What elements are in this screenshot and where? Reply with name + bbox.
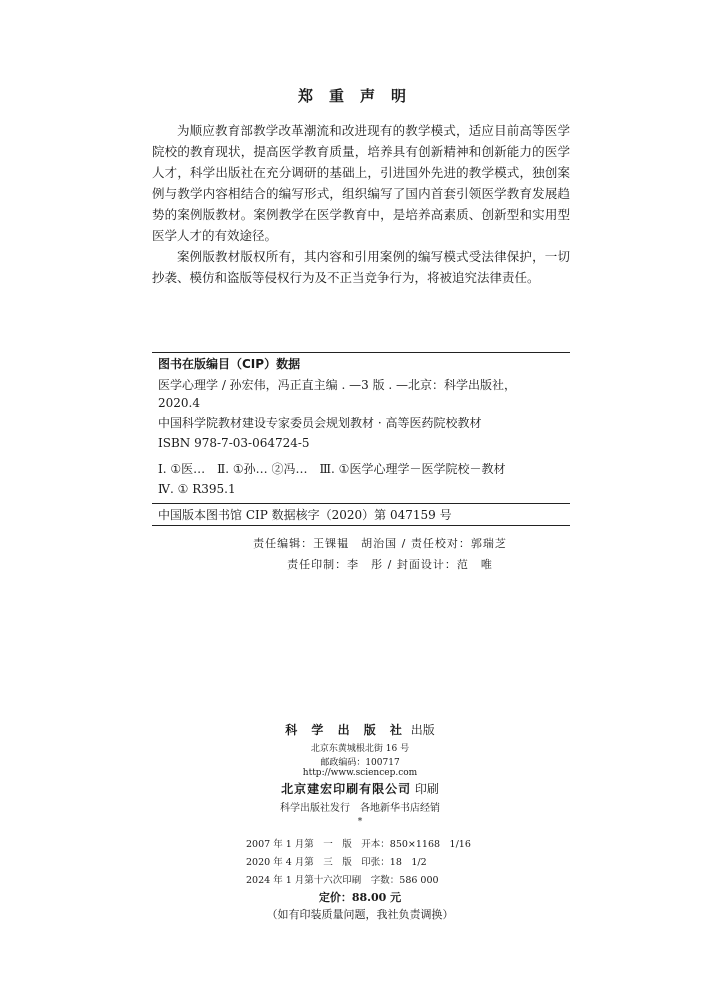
- cip-line-6: Ⅳ. ① R395.1: [158, 482, 236, 496]
- statement-paragraph-1: [152, 120, 570, 246]
- edition-spec-line-2: 2020 年 4 月第 三 版 印张：18 1/2: [246, 857, 427, 868]
- cip-bottom-rule: [152, 525, 570, 526]
- statement-paragraph-2-text: 案例版教材版权所有，其内容和引用案例的编写模式受法律保护，一切抄袭、模仿和盗版等侵权行为及不正当竞争行为，将被追究法律责任。: [152, 249, 570, 285]
- credits-line-2: 责任印制：李 彤 / 封面设计：范 唯: [287, 558, 493, 571]
- printer: [0, 780, 720, 797]
- cip-line-1: 医学心理学 / 孙宏伟，冯正直主编 . —3 版 . —北京：科学出版社，: [158, 378, 517, 392]
- distributor: 科学出版社发行 各地新华书店经销: [280, 803, 440, 814]
- quality-note: （如有印装质量问题，我社负责调换）: [266, 908, 454, 921]
- publisher-postcode: 邮政编码：100717: [320, 758, 400, 768]
- cip-title: 图书在版编目（CIP）数据: [158, 357, 301, 371]
- statement-paragraph-1-text: 为顺应教育部教学改革潮流和改进现有的教学模式，适应目前高等医学院校的教育现状，提高医学教育质量，培养具有创新精神和创新能力的医学人才，科学出版社在充分调研的基础上，引进国外先进的教学模式，独创案例与教学内容相结合的编写形式，组织编写了国内首套引领医学教育发展趋势的案例版教材。案例教学在医学教育中，是培养高素质、创新型和实用型医学人才的有效途径。: [152, 123, 570, 243]
- separator-star: *: [357, 817, 363, 827]
- cip-top-rule: [152, 352, 570, 353]
- printer-name: 北京建宏印刷有限公司: [281, 782, 412, 796]
- publisher-url: http://www.sciencep.com: [302, 768, 418, 778]
- credits-line-1: 责任编辑：王锞韫 胡治国 / 责任校对：郭瑞芝: [253, 537, 507, 550]
- edition-spec-line-3: 2024 年 1 月第十六次印刷 字数：586 000: [246, 875, 439, 886]
- cip-line-3: 中国科学院教材建设专家委员会规划教材 · 高等医药院校教材: [158, 416, 482, 430]
- statement-title: 郑重声明: [297, 87, 422, 105]
- cip-footer: 中国版本图书馆 CIP 数据核字（2020）第 047159 号: [158, 508, 452, 522]
- cip-line-5: Ⅰ. ①医… Ⅱ. ①孙… ②冯… Ⅲ. ①医学心理学－医学院校－教材: [158, 462, 506, 476]
- publisher-name: [0, 721, 720, 738]
- edition-spec-line-1: 2007 年 1 月第 一 版 开本：850×1168 1/16: [246, 839, 471, 850]
- publisher-address: 北京东黄城根北街 16 号: [310, 744, 410, 754]
- cip-middle-rule: [152, 503, 570, 504]
- price: 定价：88.00 元: [318, 891, 402, 904]
- statement-paragraph-2: [152, 246, 570, 288]
- cip-isbn: ISBN 978-7-03-064724-5: [158, 436, 310, 450]
- publisher-name-text: 科 学 出 版 社: [285, 723, 407, 737]
- publisher-name-suffix: 出版: [410, 723, 435, 737]
- printer-suffix: 印刷: [414, 782, 439, 796]
- cip-line-2: 2020.4: [158, 396, 200, 410]
